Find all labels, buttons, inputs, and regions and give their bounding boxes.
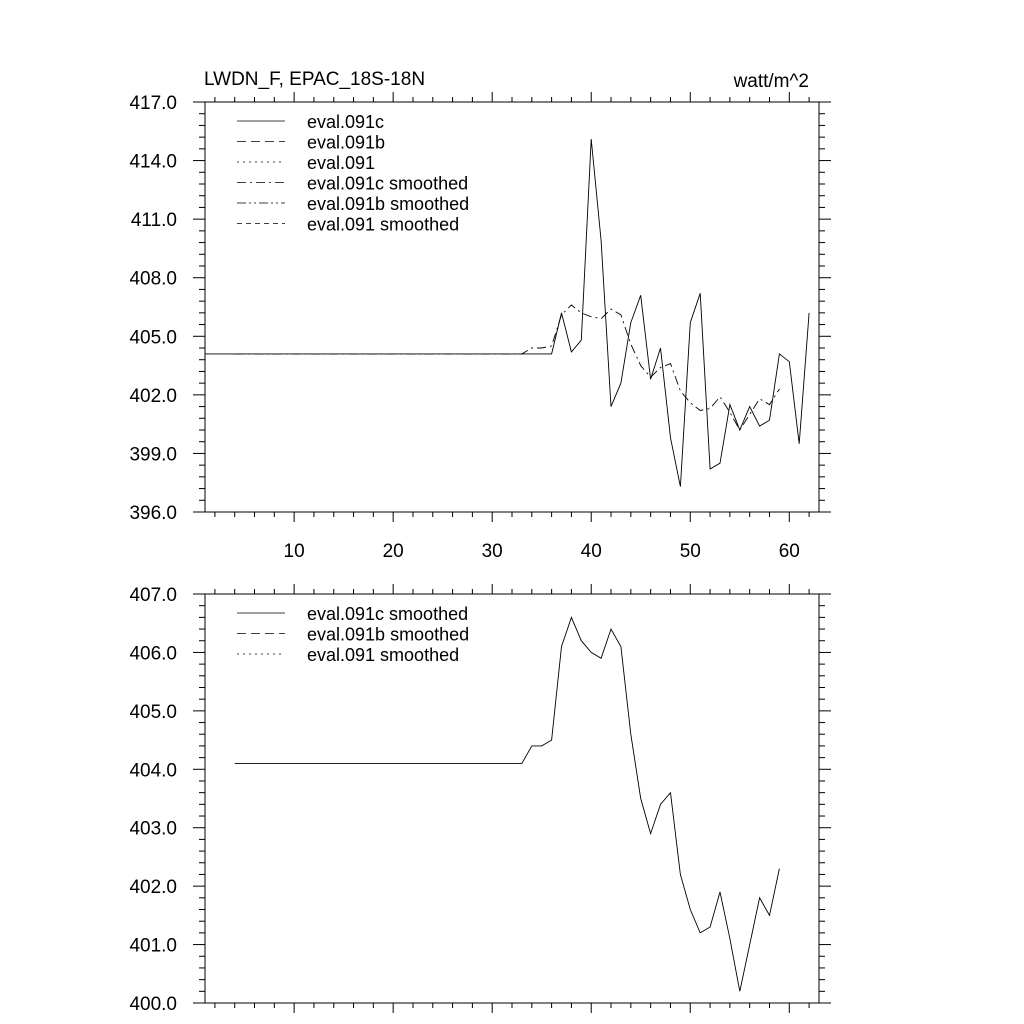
series-line-2 [235,305,780,430]
legend-label: eval.091c [307,112,385,132]
legend-label: eval.091 smoothed [307,645,460,665]
y-tick-label: 408.0 [129,268,177,290]
x-tick-label: 10 [283,541,305,562]
legend-label: eval.091b smoothed [307,194,470,214]
y-tick-label: 407.0 [129,585,177,606]
x-tick-label: 40 [580,541,602,562]
x-tick-label: 60 [778,541,800,562]
legend-label: eval.091b [307,132,386,153]
y-tick-label: 402.0 [129,385,177,407]
y-tick-label: 403.0 [129,818,177,840]
y-tick-label: 396.0 [129,503,177,524]
legend-label: eval.091 smoothed [307,214,460,235]
legend-label: eval.091c smoothed [307,604,469,624]
series-line-1 [205,139,809,487]
legend-label: eval.091c smoothed [307,173,469,194]
y-tick-label: 411.0 [130,210,177,232]
x-tick-label: 20 [382,541,404,562]
series-line-1 [235,617,780,991]
y-tick-label: 405.0 [129,327,177,349]
y-tick-label: 400.0 [129,994,177,1015]
plot-frame [205,594,819,1003]
y-tick-label: 405.0 [129,701,177,723]
y-tick-label: 414.0 [129,151,177,173]
x-tick-label: 50 [679,541,701,562]
y-tick-label: 401.0 [129,935,177,957]
y-tick-label: 402.0 [129,877,177,899]
y-tick-label: 417.0 [129,93,177,114]
chart-title: LWDN_F, EPAC_18S-18N [204,69,426,90]
y-tick-label: 406.0 [129,643,177,665]
plot-frame [205,102,819,512]
x-tick-label: 30 [481,541,503,562]
y-tick-label: 399.0 [129,444,177,466]
units-label: watt/m^2 [733,71,809,92]
legend-label: eval.091 [307,153,376,173]
top-panel [129,69,831,562]
y-tick-label: 404.0 [129,760,177,782]
bottom-panel [129,584,831,1015]
legend-label: eval.091b smoothed [307,624,470,645]
